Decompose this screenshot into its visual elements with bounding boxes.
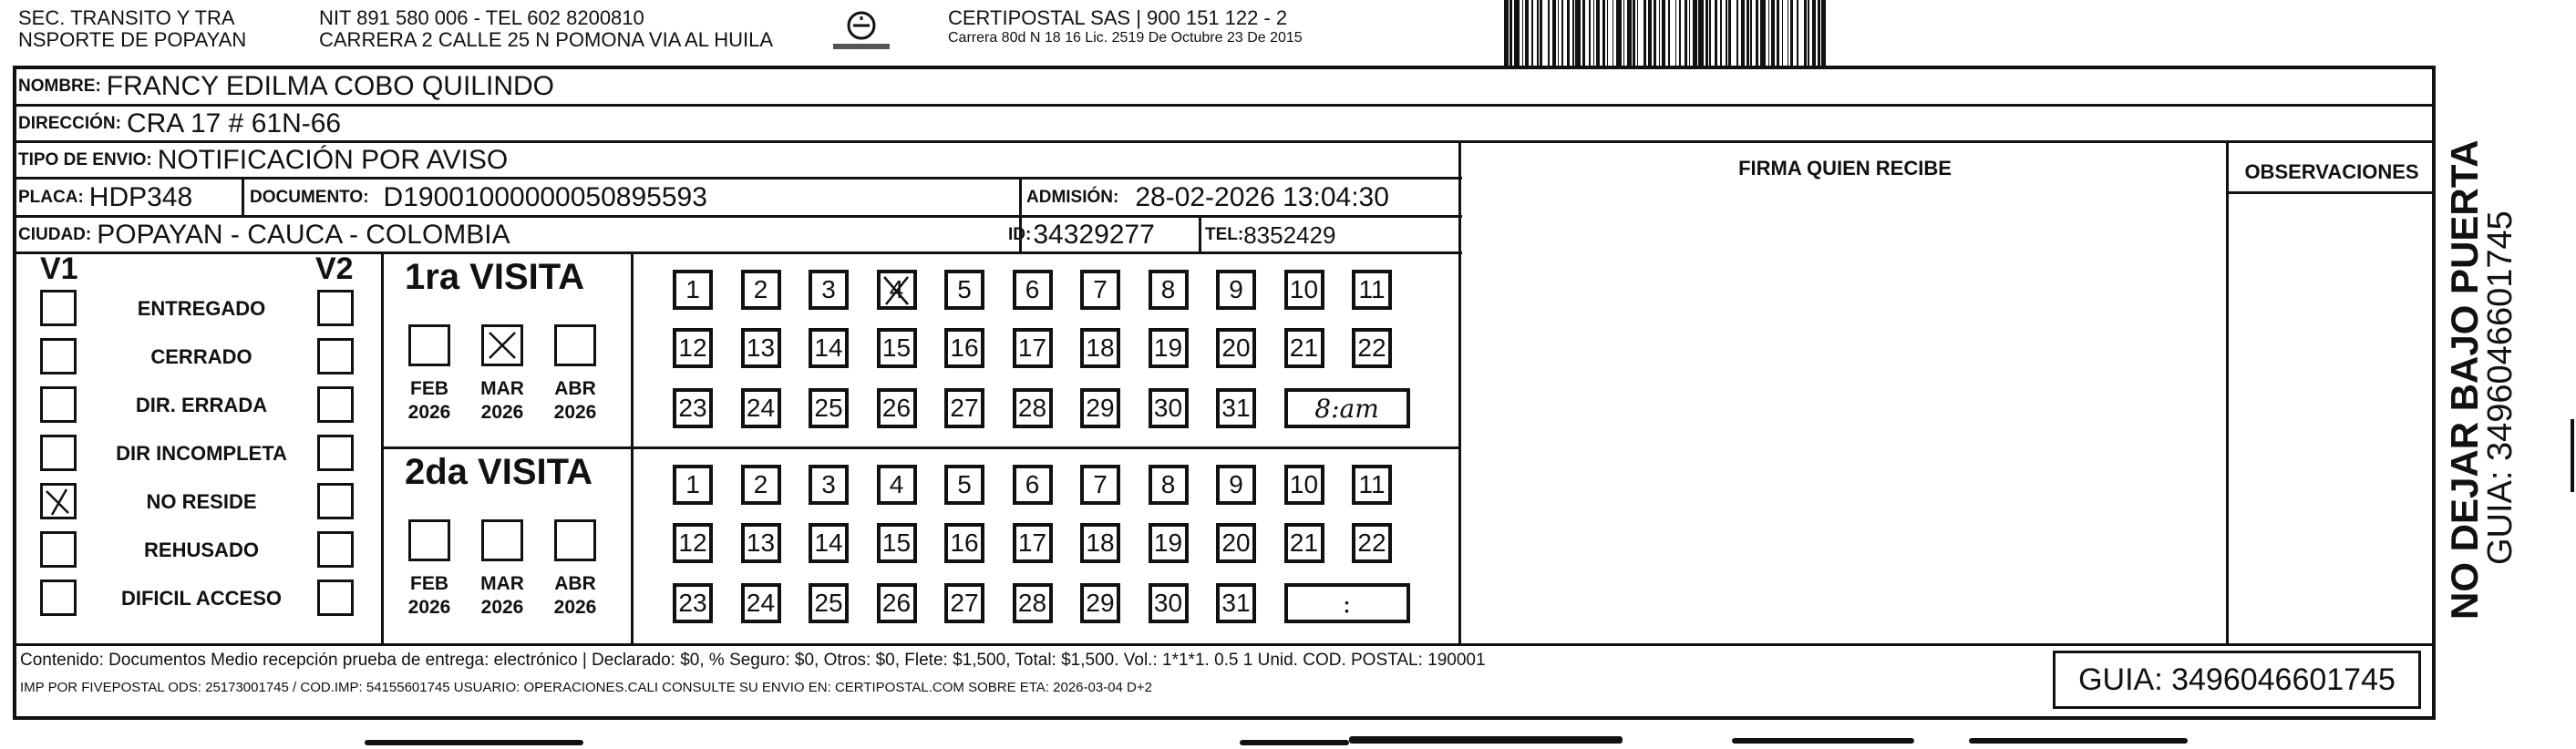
day-number: 13 (746, 333, 776, 362)
day-box[interactable] (1284, 523, 1324, 563)
day-number: 30 (1153, 394, 1183, 422)
placa-label: PLACA: (18, 188, 84, 207)
day-number: 17 (1017, 333, 1047, 362)
month-label (543, 377, 607, 425)
day-number: 20 (1221, 528, 1251, 557)
day-number: 16 (950, 528, 979, 557)
edge-mark (2571, 419, 2574, 492)
month-name: FEB (410, 573, 448, 594)
nombre-label: NOMBRE: (18, 77, 101, 96)
v1-checkbox-checked[interactable] (40, 483, 77, 519)
day-number: 6 (1025, 275, 1040, 303)
day-number: 22 (1357, 333, 1386, 362)
day-box[interactable] (741, 270, 781, 310)
nit-line: NIT 891 580 006 - TEL 602 8200810 (319, 6, 644, 29)
day-box[interactable] (1216, 270, 1256, 310)
day-box[interactable] (809, 270, 849, 310)
visit-title: 1ra VISITA (405, 257, 585, 297)
id-label: ID: (1008, 225, 1032, 244)
v2-checkbox[interactable] (317, 531, 354, 568)
day-number: 15 (881, 333, 912, 362)
day-number: 17 (1017, 528, 1047, 557)
day-box[interactable] (1080, 388, 1120, 428)
imp-line: IMP POR FIVEPOSTAL ODS: 25173001745 / COD.IMP: 54155601745 USUARIO: OPERACIONES.CALI CONSULTE SU ENVIO EN: CERTIPOSTAL.COM SOBRE ETA: 2026-03-04 D+2 (20, 680, 1152, 695)
firma-header: FIRMA QUIEN RECIBE (1738, 157, 1952, 180)
day-box[interactable] (877, 523, 917, 563)
day-number: 21 (1289, 528, 1319, 557)
day-number: 29 (1086, 394, 1115, 422)
day-box[interactable] (944, 583, 984, 623)
v1-label: V1 (40, 251, 78, 286)
day-number: 25 (814, 589, 843, 617)
month-label (470, 572, 534, 620)
day-box[interactable] (673, 465, 713, 505)
day-box[interactable] (673, 270, 713, 310)
day-number: 19 (1153, 528, 1183, 557)
v2-checkbox[interactable] (317, 483, 354, 519)
agency-line-1: SEC. TRANSITO Y TRA (18, 6, 235, 29)
day-box[interactable] (1352, 465, 1392, 505)
day-box[interactable] (741, 465, 781, 505)
day-number: 4 (889, 275, 904, 303)
day-number: 2 (753, 275, 768, 303)
day-number: 9 (1229, 275, 1243, 303)
day-box[interactable] (1149, 388, 1189, 428)
day-number: 18 (1086, 333, 1115, 362)
day-box[interactable] (944, 270, 984, 310)
month-label (470, 377, 534, 425)
agency-name (18, 7, 246, 51)
month-year: 2026 (407, 402, 451, 423)
status-label: ENTREGADO (137, 297, 266, 320)
status-label: NO RESIDE (146, 490, 257, 513)
guia-box: GUIA: 3496046601745 (2053, 651, 2421, 709)
day-number: 31 (1221, 394, 1251, 422)
month-checkbox-checked[interactable] (481, 324, 523, 366)
day-box[interactable] (1216, 583, 1256, 623)
month-checkbox[interactable] (408, 519, 450, 561)
month-checkbox[interactable] (554, 519, 596, 561)
month-name: MAR (480, 573, 524, 594)
v2-checkbox[interactable] (317, 435, 354, 471)
status-label: DIR. ERRADA (135, 394, 268, 416)
day-number: 6 (1025, 470, 1040, 498)
day-number: 21 (1289, 333, 1319, 362)
day-box[interactable] (1284, 328, 1324, 368)
admision-label: ADMISIÓN: (1026, 188, 1119, 207)
v2-checkbox[interactable] (317, 290, 354, 326)
day-number: 28 (1017, 589, 1047, 617)
day-box[interactable] (877, 328, 917, 368)
day-number: 10 (1289, 275, 1319, 303)
tel-label: TEL: (1205, 225, 1244, 244)
day-number: 3 (821, 470, 836, 498)
status-label: DIFICIL ACCESO (120, 587, 282, 610)
day-box[interactable] (944, 523, 984, 563)
day-box[interactable] (1216, 465, 1256, 505)
day-box[interactable] (1284, 465, 1324, 505)
ciudad-label: CIUDAD: (18, 225, 92, 244)
day-box[interactable] (1216, 328, 1256, 368)
day-box[interactable] (673, 523, 713, 563)
v2-checkbox[interactable] (317, 338, 354, 374)
day-box[interactable] (1149, 270, 1189, 310)
day-box[interactable] (1352, 270, 1392, 310)
status-label: DIR INCOMPLETA (116, 442, 287, 465)
day-number: 15 (881, 528, 912, 557)
day-number: 30 (1153, 589, 1183, 617)
side-text (2443, 128, 2520, 620)
company-line: CERTIPOSTAL SAS | 900 151 122 - 2 (948, 6, 1288, 29)
day-number: 13 (746, 528, 776, 557)
month-checkbox[interactable] (554, 324, 596, 366)
day-box[interactable] (877, 465, 917, 505)
day-box[interactable] (1352, 328, 1392, 368)
v2-checkbox[interactable] (317, 580, 354, 616)
month-name: ABR (554, 378, 596, 399)
day-box[interactable] (944, 328, 984, 368)
day-box[interactable] (1013, 270, 1053, 310)
agency-line-2: NSPORTE DE POPAYAN (18, 28, 247, 51)
month-name: ABR (554, 573, 596, 594)
day-number: 25 (814, 394, 843, 422)
month-year: 2026 (480, 402, 524, 423)
day-box[interactable] (809, 465, 849, 505)
day-number: 27 (950, 589, 979, 617)
documento-label: DOCUMENTO: (250, 188, 369, 207)
day-box-marked[interactable] (877, 270, 917, 310)
day-box[interactable] (1013, 465, 1053, 505)
tipo-envio-value: NOTIFICACIÓN POR AVISO (157, 145, 509, 175)
day-number: 12 (678, 333, 707, 362)
day-number: 26 (881, 394, 912, 422)
license-line: Carrera 80d N 18 16 Lic. 2519 De Octubre 23 De 2015 (948, 30, 1303, 46)
month-year: 2026 (553, 402, 597, 423)
day-number: 23 (678, 589, 707, 617)
v1-checkbox[interactable] (40, 338, 77, 374)
day-number: 20 (1221, 333, 1251, 362)
direccion-value: CRA 17 # 61N-66 (126, 108, 342, 139)
day-number: 5 (957, 275, 972, 303)
direccion-label: DIRECCIÓN: (18, 114, 121, 133)
day-number: 2 (753, 470, 768, 498)
month-year: 2026 (480, 597, 524, 618)
month-name: FEB (410, 378, 448, 399)
day-box[interactable] (1080, 523, 1120, 563)
day-box[interactable] (1216, 388, 1256, 428)
day-number: 12 (678, 528, 707, 557)
day-box[interactable] (741, 523, 781, 563)
v1-checkbox[interactable] (40, 386, 77, 423)
v2-checkbox[interactable] (317, 386, 354, 423)
day-box[interactable] (1013, 388, 1053, 428)
day-number: 8 (1160, 275, 1176, 303)
day-box[interactable] (809, 388, 849, 428)
day-number: 14 (814, 333, 843, 362)
day-box[interactable] (809, 523, 849, 563)
day-number: 22 (1357, 528, 1386, 557)
day-box[interactable] (944, 465, 984, 505)
day-number: 8 (1160, 470, 1176, 498)
certipostal-logo (829, 7, 893, 56)
day-number: 23 (678, 394, 707, 422)
day-box[interactable] (741, 388, 781, 428)
day-number: 24 (746, 394, 776, 422)
ciudad-value: POPAYAN - CAUCA - COLOMBIA (97, 220, 510, 250)
day-number: 18 (1086, 528, 1115, 557)
day-box[interactable] (1216, 523, 1256, 563)
day-box[interactable] (1284, 270, 1324, 310)
month-label (397, 377, 461, 425)
day-number: 14 (814, 528, 843, 557)
day-number: 3 (821, 275, 836, 303)
agency-contact (319, 7, 773, 51)
day-box[interactable] (1352, 523, 1392, 563)
month-checkbox[interactable] (481, 519, 523, 561)
admision-value: 28-02-2026 13:04:30 (1135, 182, 1389, 212)
day-box[interactable] (1080, 270, 1120, 310)
visit-title: 2da VISITA (405, 452, 592, 492)
day-box[interactable] (1080, 465, 1120, 505)
day-number: 1 (685, 470, 700, 498)
tel-value: 8352429 (1243, 221, 1336, 249)
day-number: 4 (889, 470, 904, 498)
month-year: 2026 (553, 597, 597, 618)
day-number: 19 (1153, 333, 1183, 362)
month-checkbox[interactable] (408, 324, 450, 366)
day-number: 31 (1221, 589, 1251, 617)
day-box[interactable] (1149, 328, 1189, 368)
day-number: 11 (1358, 275, 1386, 303)
day-box[interactable] (809, 583, 849, 623)
day-number: 24 (746, 589, 776, 617)
day-number: 28 (1017, 394, 1047, 422)
day-number: 11 (1358, 470, 1386, 498)
observaciones-header: OBSERVACIONES (2244, 160, 2419, 183)
barcode (1504, 0, 1829, 67)
company-info (948, 7, 1303, 47)
day-box[interactable] (1013, 328, 1053, 368)
day-number: 10 (1289, 470, 1319, 498)
day-box[interactable] (1013, 583, 1053, 623)
v1-checkbox[interactable] (40, 290, 77, 326)
day-box[interactable] (741, 583, 781, 623)
address-line: CARRERA 2 CALLE 25 N POMONA VIA AL HUILA (319, 28, 774, 51)
day-number: 9 (1229, 470, 1243, 498)
day-box[interactable] (877, 388, 917, 428)
day-number: 7 (1093, 275, 1108, 303)
nombre-value: FRANCY EDILMA COBO QUILINDO (106, 71, 554, 101)
day-box[interactable] (944, 388, 984, 428)
day-box[interactable] (1149, 523, 1189, 563)
day-box[interactable] (673, 583, 713, 623)
v1-checkbox[interactable] (40, 580, 77, 616)
day-number: 1 (685, 275, 700, 303)
day-number: 7 (1093, 470, 1108, 498)
v1-checkbox[interactable] (40, 435, 77, 471)
day-number: 29 (1086, 589, 1115, 617)
day-box[interactable] (809, 328, 849, 368)
v1-checkbox[interactable] (40, 531, 77, 568)
day-box[interactable] (1013, 523, 1053, 563)
id-value: 34329277 (1033, 220, 1155, 250)
day-number: 16 (950, 333, 979, 362)
day-box[interactable] (1080, 328, 1120, 368)
month-label (543, 572, 607, 620)
side-guia: GUIA: 3496046601745 (2481, 210, 2519, 565)
v2-label: V2 (315, 251, 354, 286)
side-warning: NO DEJAR BAJO PUERTA (2443, 139, 2486, 620)
documento-value: D19001000000050895593 (383, 182, 707, 212)
month-year: 2026 (407, 597, 451, 618)
day-box[interactable] (1080, 583, 1120, 623)
tipo-envio-label: TIPO DE ENVIO: (18, 150, 152, 169)
day-number: 5 (957, 470, 972, 498)
month-label (397, 572, 461, 620)
day-box[interactable] (741, 328, 781, 368)
time-box[interactable]: : (1284, 583, 1410, 623)
placa-value: HDP348 (88, 182, 193, 212)
month-name: MAR (480, 378, 524, 399)
day-box[interactable] (673, 328, 713, 368)
day-box[interactable] (1149, 465, 1189, 505)
status-label: REHUSADO (144, 539, 259, 561)
day-box[interactable] (1149, 583, 1189, 623)
status-label: CERRADO (150, 345, 252, 368)
time-box[interactable]: 8:am (1284, 388, 1410, 428)
day-box[interactable] (877, 583, 917, 623)
content-line: Contenido: Documentos Medio recepción prueba de entrega: electrónico | Declarado: $0, % Seguro: $0, Otros: $0, Flete: $1,500, Total: $1,500. Vol.: 1*1*1. 0.5 1 Unid. COD. POSTAL: 190001 (20, 651, 1486, 670)
day-box[interactable] (673, 388, 713, 428)
day-number: 27 (950, 394, 979, 422)
day-number: 26 (881, 589, 912, 617)
